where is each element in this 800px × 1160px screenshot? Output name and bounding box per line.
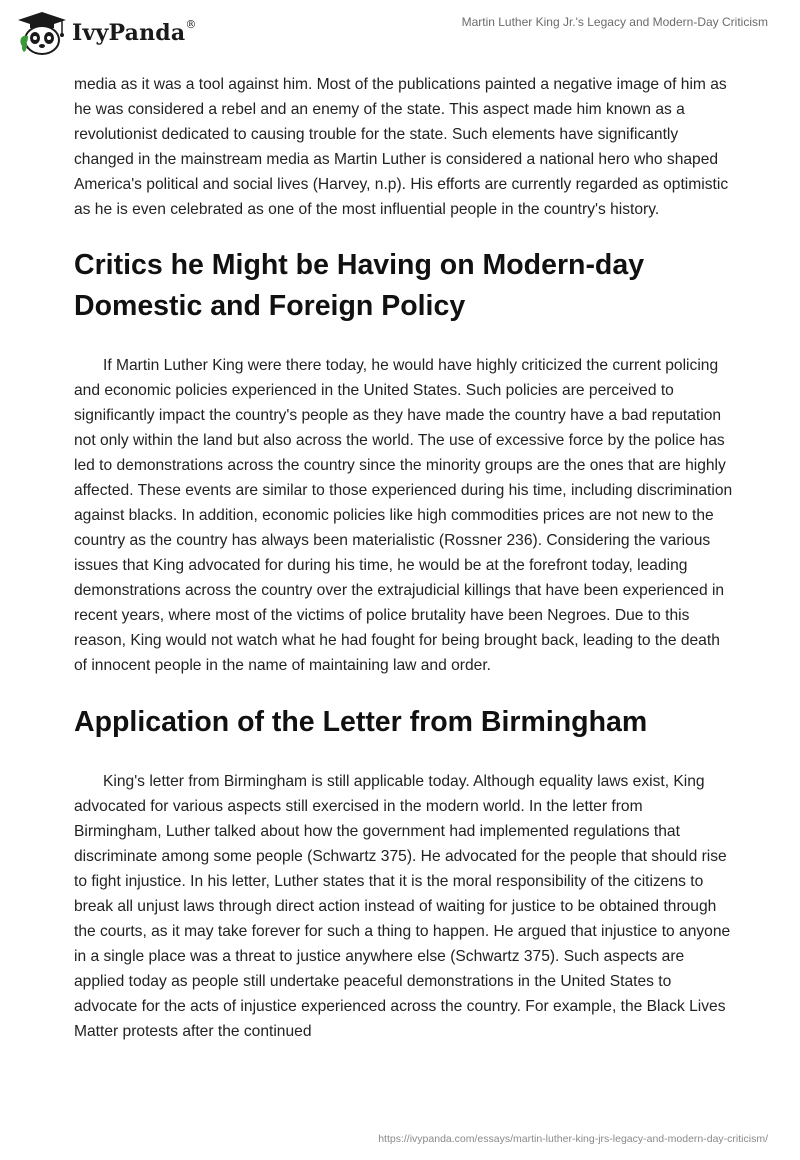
brand-name [72, 20, 197, 46]
brand-name-text: IvyPanda [72, 20, 186, 46]
page-header [0, 0, 800, 70]
intro-paragraph: media as it was a tool against him. Most of the publications painted a negative image of him as he was considered a rebel and an enemy of the state. This aspect made him known as a revolutionist dedicated to causing trouble for the state. Such elements have significantly changed in the mainstream media as Martin Luther is considered a national hero who shaped America's political and social lives (Harvey, n.p). His efforts are currently regarded as optimistic as he is even celebrated as one of the most influential people in the country's history. [74, 76, 729, 218]
panda-graduate-icon [16, 10, 68, 56]
registered-mark: ® [185, 18, 197, 31]
section-paragraph-critics: If Martin Luther King were there today, he would have highly criticized the current policing and economic policies experienced in the United States. Such policies are perceived to significantly impact the country's people as they have made the country have a bad reputation not only within the land but also across the world. The use of excessive force by the police has led to demonstrations across the country since the minority groups are the ones that are highly affected. These events are similar to those experienced during his time, including discrimination against blacks. In addition, economic policies like high commodities prices are not new to the country as the country has always been materialistic (Rossner 236). Considering the various issues that King advocated for during his time, he would be at the forefront today, leading demonstrations across the country over the extrajudicial killings that have been experienced in recent years, where most of the victims of police brutality have been Negroes. Due to this reason, King would not watch what he had fought for being brought back, leading to the death of innocent people in the name of maintaining law and order. [74, 357, 733, 674]
ivypanda-logo[interactable] [16, 8, 197, 58]
section-heading-birmingham: Application of the Letter from Birmingham [74, 706, 648, 738]
section-paragraph-birmingham: King's letter from Birmingham is still applicable today. Although equality laws exist, King advocated for various aspects still exercised in the modern world. In the letter from Birmingham, Luther talked about how the government had implemented regulations that discriminate among some people (Schwartz 375). He advocated for the people that should rise to fight injustice. In his letter, Luther states that it is the moral responsibility of the citizens to break all unjust laws through direct action instead of waiting for justice to be obtained through the courts, as it may take forever for such a thing to happen. He argued that injustice to anyone in a single place was a threat to justice anywhere else (Schwartz 375). Such aspects are applied today as people still undertake peaceful demonstrations in the United States to advocate for the acts of injustice experienced across the country. For example, the Black Lives Matter protests after the continued [74, 773, 731, 1040]
essay-content [74, 72, 734, 1044]
document-title: Martin Luther King Jr.'s Legacy and Modern-Day Criticism [461, 15, 768, 29]
section-heading-critics: Critics he Might be Having on Modern-day Domestic and Foreign Policy [74, 249, 645, 322]
source-url[interactable]: https://ivypanda.com/essays/martin-luther-king-jrs-legacy-and-modern-day-criticism/ [378, 1133, 768, 1145]
